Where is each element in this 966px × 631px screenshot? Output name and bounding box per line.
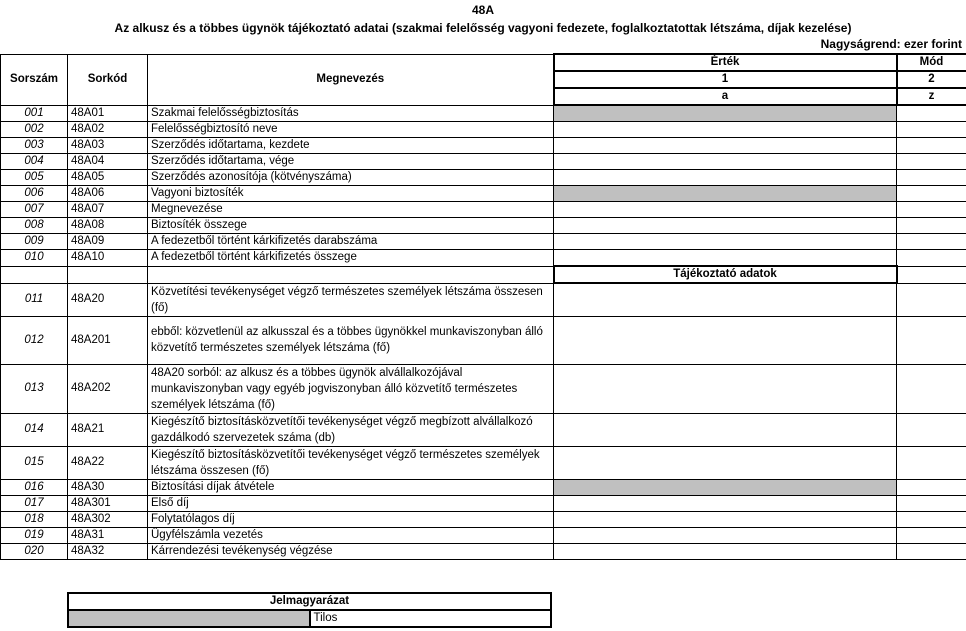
table-row bbox=[1, 316, 966, 364]
value-cell[interactable] bbox=[554, 511, 897, 527]
row-code: 48A22 bbox=[68, 446, 148, 479]
row-number: 008 bbox=[1, 218, 68, 234]
mode-cell[interactable] bbox=[897, 413, 966, 446]
value-cell[interactable] bbox=[554, 250, 897, 267]
row-number: 010 bbox=[1, 250, 68, 267]
empty-cell bbox=[1, 266, 68, 283]
mode-cell[interactable] bbox=[897, 105, 966, 122]
table-row bbox=[1, 511, 966, 527]
table-row bbox=[1, 495, 966, 511]
row-label: A fedezetből történt kárkifizetés összege bbox=[148, 250, 554, 267]
col-letter-ertek: a bbox=[554, 88, 897, 105]
row-label: Közvetítési tevékenységet végző természetes személyek létszáma összesen (fő) bbox=[148, 283, 554, 316]
row-number: 011 bbox=[1, 283, 68, 316]
value-cell[interactable] bbox=[554, 543, 897, 559]
mode-cell[interactable] bbox=[897, 218, 966, 234]
mode-cell[interactable] bbox=[897, 495, 966, 511]
row-label: Megnevezése bbox=[148, 202, 554, 218]
row-code: 48A202 bbox=[68, 364, 148, 413]
row-number: 016 bbox=[1, 479, 68, 495]
row-label: Szakmai felelősségbiztosítás bbox=[148, 105, 554, 122]
col-header-ertek: Érték bbox=[554, 54, 897, 71]
value-cell[interactable] bbox=[554, 364, 897, 413]
row-label: 48A20 sorból: az alkusz és a többes ügynök alvállalkozójával munkaviszonyban vagy egyéb jogviszonyban álló közvetítő természetes személyek létszáma (fő) bbox=[148, 364, 554, 413]
mode-cell[interactable] bbox=[897, 234, 966, 250]
row-number: 014 bbox=[1, 413, 68, 446]
row-label: Biztosíték összege bbox=[148, 218, 554, 234]
form-title: Az alkusz és a többes ügynök tájékoztató adatai (szakmai felelősség vagyoni fedezete, foglalkoztatottak létszáma, díjak kezelése) bbox=[114, 21, 852, 35]
row-number: 009 bbox=[1, 234, 68, 250]
table-row bbox=[1, 364, 966, 413]
form-code: 48A bbox=[471, 3, 494, 17]
mode-cell[interactable] bbox=[897, 543, 966, 559]
info-section-header: Tájékoztató adatok bbox=[554, 266, 897, 283]
row-label: ebből: közvetlenül az alkusszal és a többes ügynökkel munkaviszonyban álló közvetítő természetes személyek létszáma (fő) bbox=[148, 316, 554, 364]
data-table bbox=[0, 53, 966, 560]
row-code: 48A30 bbox=[68, 479, 148, 495]
table-row bbox=[1, 250, 966, 267]
row-number: 001 bbox=[1, 105, 68, 122]
row-number: 015 bbox=[1, 446, 68, 479]
row-code: 48A10 bbox=[68, 250, 148, 267]
table-row bbox=[1, 138, 966, 154]
col-header-megnevezes: Megnevezés bbox=[148, 54, 554, 105]
legend-title: Jelmagyarázat bbox=[68, 593, 551, 610]
table-row bbox=[1, 234, 966, 250]
mode-cell[interactable] bbox=[897, 446, 966, 479]
legend-label-forbidden: Tilos bbox=[310, 610, 552, 627]
table-row bbox=[1, 543, 966, 559]
row-code: 48A201 bbox=[68, 316, 148, 364]
empty-cell bbox=[897, 266, 966, 283]
value-cell-disabled bbox=[554, 105, 897, 122]
row-label: Vagyoni biztosíték bbox=[148, 186, 554, 202]
value-cell[interactable] bbox=[554, 234, 897, 250]
table-row bbox=[1, 170, 966, 186]
mode-cell[interactable] bbox=[897, 316, 966, 364]
row-code: 48A01 bbox=[68, 105, 148, 122]
table-row bbox=[1, 218, 966, 234]
mode-cell[interactable] bbox=[897, 186, 966, 202]
row-number: 017 bbox=[1, 495, 68, 511]
row-label: Folytatólagos díj bbox=[148, 511, 554, 527]
mode-cell[interactable] bbox=[897, 479, 966, 495]
row-label: A fedezetből történt kárkifizetés darabszáma bbox=[148, 234, 554, 250]
mode-cell[interactable] bbox=[897, 511, 966, 527]
row-code: 48A21 bbox=[68, 413, 148, 446]
table-row bbox=[1, 479, 966, 495]
value-cell[interactable] bbox=[554, 413, 897, 446]
mode-cell[interactable] bbox=[897, 283, 966, 316]
row-code: 48A07 bbox=[68, 202, 148, 218]
row-code: 48A06 bbox=[68, 186, 148, 202]
row-code: 48A02 bbox=[68, 122, 148, 138]
value-cell[interactable] bbox=[554, 138, 897, 154]
row-label: Kiegészítő biztosításközvetítői tevékenységet végző természetes személyek létszáma összesen (fő) bbox=[148, 446, 554, 479]
table-row bbox=[1, 186, 966, 202]
row-code: 48A32 bbox=[68, 543, 148, 559]
row-label: Felelősségbiztosító neve bbox=[148, 122, 554, 138]
value-cell[interactable] bbox=[554, 170, 897, 186]
row-label: Kiegészítő biztosításközvetítői tevékenységet végző megbízott alvállalkozó gazdálkodó szervezetek száma (db) bbox=[148, 413, 554, 446]
row-number: 018 bbox=[1, 511, 68, 527]
empty-cell bbox=[148, 266, 554, 283]
row-number: 003 bbox=[1, 138, 68, 154]
row-number: 005 bbox=[1, 170, 68, 186]
col-letter-mod: z bbox=[897, 88, 966, 105]
row-number: 007 bbox=[1, 202, 68, 218]
mode-cell[interactable] bbox=[897, 170, 966, 186]
mode-cell[interactable] bbox=[897, 122, 966, 138]
empty-cell bbox=[68, 266, 148, 283]
row-code: 48A08 bbox=[68, 218, 148, 234]
table-row bbox=[1, 202, 966, 218]
table-row bbox=[1, 105, 966, 122]
row-label: Szerződés időtartama, kezdete bbox=[148, 138, 554, 154]
value-cell[interactable] bbox=[554, 527, 897, 543]
unit-label: Nagyságrend: ezer forint bbox=[820, 37, 962, 51]
mode-cell[interactable] bbox=[897, 202, 966, 218]
value-cell-disabled bbox=[554, 479, 897, 495]
row-number: 013 bbox=[1, 364, 68, 413]
legend-swatch-grey bbox=[68, 610, 310, 627]
row-label: Első díj bbox=[148, 495, 554, 511]
mode-cell[interactable] bbox=[897, 364, 966, 413]
row-code: 48A03 bbox=[68, 138, 148, 154]
value-cell[interactable] bbox=[554, 283, 897, 316]
table-row bbox=[1, 122, 966, 138]
row-number: 020 bbox=[1, 543, 68, 559]
row-code: 48A301 bbox=[68, 495, 148, 511]
table-row bbox=[1, 413, 966, 446]
value-cell[interactable] bbox=[554, 218, 897, 234]
row-code: 48A05 bbox=[68, 170, 148, 186]
table-row bbox=[1, 283, 966, 316]
value-cell[interactable] bbox=[554, 202, 897, 218]
row-label: Ügyfélszámla vezetés bbox=[148, 527, 554, 543]
col-header-sorkod: Sorkód bbox=[68, 54, 148, 105]
row-number: 002 bbox=[1, 122, 68, 138]
mode-cell[interactable] bbox=[897, 250, 966, 267]
row-code: 48A09 bbox=[68, 234, 148, 250]
table-row bbox=[1, 527, 966, 543]
mode-cell[interactable] bbox=[897, 154, 966, 170]
value-cell[interactable] bbox=[554, 495, 897, 511]
row-number: 019 bbox=[1, 527, 68, 543]
col-number-mod: 2 bbox=[897, 71, 966, 88]
row-label: Biztosítási díjak átvétele bbox=[148, 479, 554, 495]
table-row bbox=[1, 154, 966, 170]
row-code: 48A31 bbox=[68, 527, 148, 543]
row-code: 48A20 bbox=[68, 283, 148, 316]
row-label: Szerződés azonosítója (kötvényszáma) bbox=[148, 170, 554, 186]
col-number-ertek: 1 bbox=[554, 71, 897, 88]
legend-table bbox=[67, 592, 552, 628]
row-label: Szerződés időtartama, vége bbox=[148, 154, 554, 170]
value-cell[interactable] bbox=[554, 122, 897, 138]
col-header-sorszam: Sorszám bbox=[1, 54, 68, 105]
row-code: 48A04 bbox=[68, 154, 148, 170]
table-row bbox=[1, 446, 966, 479]
value-cell-disabled bbox=[554, 186, 897, 202]
mode-cell[interactable] bbox=[897, 527, 966, 543]
col-header-mod: Mód bbox=[897, 54, 966, 71]
row-label: Kárrendezési tevékenység végzése bbox=[148, 543, 554, 559]
value-cell[interactable] bbox=[554, 316, 897, 364]
row-number: 006 bbox=[1, 186, 68, 202]
mode-cell[interactable] bbox=[897, 138, 966, 154]
row-number: 012 bbox=[1, 316, 68, 364]
row-code: 48A302 bbox=[68, 511, 148, 527]
row-number: 004 bbox=[1, 154, 68, 170]
info-header-row bbox=[1, 266, 966, 283]
value-cell[interactable] bbox=[554, 154, 897, 170]
value-cell[interactable] bbox=[554, 446, 897, 479]
